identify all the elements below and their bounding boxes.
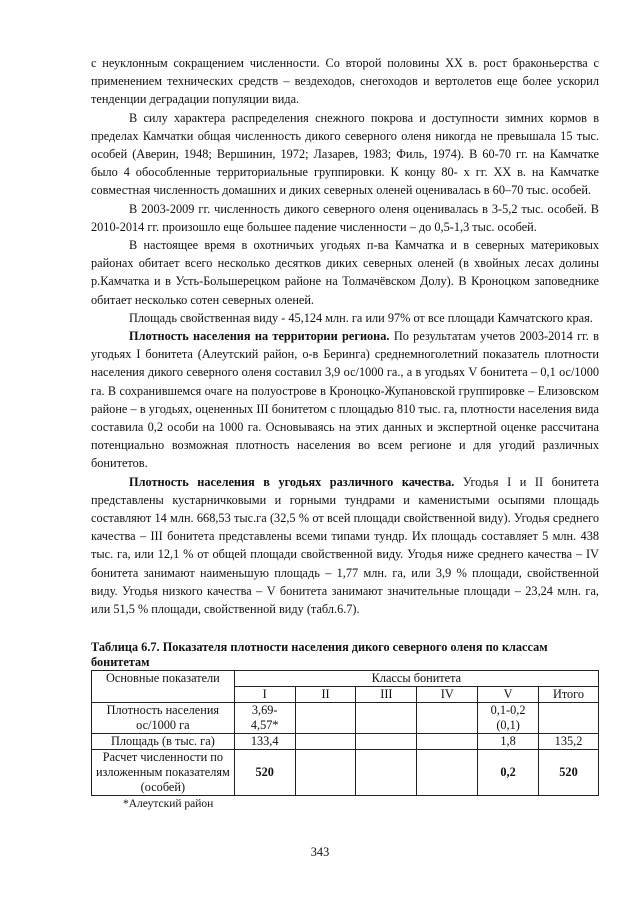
table-cell [539,703,599,734]
table-cell [356,703,417,734]
paragraph-7-text: Угодья I и II бонитета представлены кустарничковыми и горными тундрами и каменистыми осыпями площадь составляют 14 млн. 668,53 тыс.га (32,5 % от всей площади свойственной виду). Угодья среднего качества – III бонитета представлены всеми типами тундр. Их площадь составляет 5 млн. 438 тыс. га, или 12,1 % от общей площади свойственной виду. Угодья ниже среднего качества – IV бонитета занимают наименьшую площадь – 1,77 млн. га, или 3,9 % площади, свойственной виду. Угодья низкого качества – V бонитета занимают значительные площади – 23,24 млн. га, или 51,5 % площади, свойственной виду (табл.6.7). [91,474,599,617]
paragraph-2: В силу характера распределения снежного покрова и доступности зимних кормов в пределах Камчатки общая численность дикого северного оленя никогда не превышала 15 тыс. особей (Аверин, 1948; Вершинин, 1972; Лазарев, 1983; Филь, 1974). В 60-70 гг. на Камчатке было 4 обособленные территориальные группировки. К концу 80- х гг. XX в. на Камчатке совместная численность домашних и диких северных оленей оценивалась в 60–70 тыс. особей. [91,110,599,198]
document-page [91,54,599,811]
table-cell: 520 [539,750,599,796]
table-cell: 133,4 [234,734,295,750]
class-header: II [295,687,356,703]
density-table [91,670,599,796]
row-label: Расчет численности по изложенным показателям (особей) [92,750,235,796]
row-label: Площадь (в тыс. га) [92,734,235,750]
paragraph-4: В настоящее время в охотничьих угодьях п-ва Камчатка и в северных материковых районах обитает всего несколько десятков диких северных оленей (в хвойных лесах долины р.Камчатка и в Усть-Большерецком районе на Толмачёвском Долу). В Кроноцком заповеднике обитает несколько сотен северных оленей. [91,238,599,307]
table-cell [356,750,417,796]
table-header-row [92,671,599,687]
paragraph-6-text: По результатам учетов 2003-2014 гг. в угодьях I бонитета (Алеутский район, о-в Беринга) среднемноголетний показатель плотности населения дикого северного оленя составил 3,9 ос/1000 га., а в угодьях V бонитета – 0,1 ос/1000 га. В сохранившемся очаге на полуострове в Кроноцко-Жупановской группировке – Елизовском районе – в угодьях, оцененных III бонитетом с площадью 810 тыс. га, плотности населения вида составила 0,2 особи на 1000 га. Основываясь на этих данных и экспертной оценке рассчитана потенциально возможная плотность населения во всем регионе и для угодий различных бонитетов. [91,329,599,471]
paragraph-1: с неуклонным сокращением численности. Со второй половины XX в. рост браконьерства с применением технических средств – вездеходов, снегоходов и вертолетов еще более ускорил тенденции деградации популяции вида. [91,56,599,107]
paragraph-5: Площадь свойственная виду - 45,124 млн. га или 97% от все площади Камчатского края. [129,310,593,325]
header-main: Основные показатели [92,671,235,703]
table-row [92,734,599,750]
class-header: III [356,687,417,703]
table-row [92,703,599,734]
table-cell: 3,69- 4,57* [234,703,295,734]
table-cell: 520 [234,750,295,796]
table-cell: 0,2 [478,750,539,796]
class-header: Итого [539,687,599,703]
paragraph-6-heading: Плотность населения на территории региона. [129,329,390,344]
table-row [92,750,599,796]
class-header: V [478,687,539,703]
paragraph-3: В 2003-2009 гг. численность дикого северного оленя оценивалась в 3-5,2 тыс. особей. В 2010-2014 гг. произошло еще большее падение численности – до 0,5-1,3 тыс. особей. [91,201,599,234]
table-cell [417,703,478,734]
table-cell [356,734,417,750]
table-cell [295,734,356,750]
header-group: Классы бонитета [234,671,598,687]
table-footnote: *Алеутский район [123,798,214,811]
row-label: Плотность населения ос/1000 га [92,703,235,734]
table-cell: 1,8 [478,734,539,750]
class-header: IV [417,687,478,703]
table-cell [295,703,356,734]
paragraph-7-heading: Плотность населения в угодьях различного качества. [129,474,455,489]
table-cell [295,750,356,796]
table-cell [417,734,478,750]
class-header: I [234,687,295,703]
table-cell: 135,2 [539,734,599,750]
table-caption: Таблица 6.7. Показателя плотности населения дикого северного оленя по классам бонитетам [91,640,548,670]
paragraph-7 [91,473,599,619]
table-cell [417,750,478,796]
table-cell: 0,1-0,2 (0,1) [478,703,539,734]
table-body [92,703,599,796]
page-number: 343 [310,845,330,859]
paragraph-6 [91,327,599,473]
